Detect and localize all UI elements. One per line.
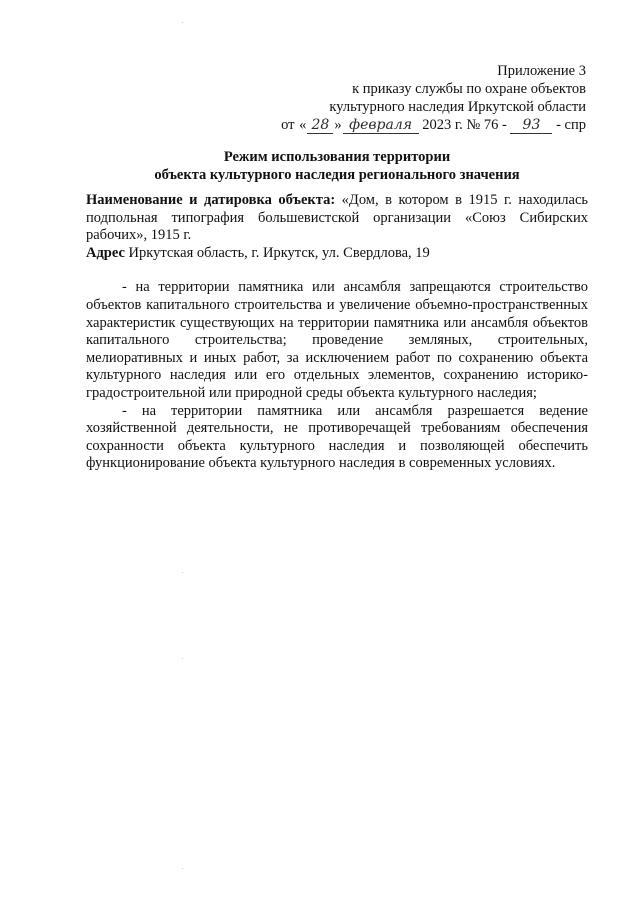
rule-permitted: - на территории памятника или ансамбля разрешается ведение хозяйственной деятельности, не противоречащей требованиям обеспечения сохранности объекта культурного наследия и позволяющей обеспечить функционирование объекта культурного наследия в современных условиях.	[86, 402, 588, 472]
date-from-label: от	[281, 117, 295, 133]
handwritten-day: 28	[307, 118, 333, 134]
handwritten-number: 93	[510, 118, 552, 134]
date-year-and-number: 2023 г. № 76 -	[422, 117, 507, 133]
appendix-date-line	[226, 116, 586, 134]
title-line-2: объекта культурного наследия регионального значения	[154, 167, 520, 183]
scan-speck	[182, 658, 183, 659]
document-title	[86, 148, 588, 184]
document-body	[86, 192, 588, 473]
scan-speck	[182, 572, 183, 573]
date-quote-close: »	[334, 117, 342, 133]
title-line-1: Режим использования территории	[223, 149, 451, 165]
scan-speck	[182, 22, 183, 23]
object-name-paragraph	[86, 192, 588, 245]
object-name-value: «Дом, в котором в 1915 г. находилась подпольная типография большевистской организации «Союз Сибирских рабочих», 1915 г.	[86, 192, 588, 244]
appendix-authority-line: культурного наследия Иркутской области	[329, 99, 586, 115]
object-address-value: Иркутская область, г. Иркутск, ул. Свердлова, 19	[128, 244, 430, 261]
order-suffix: - спр	[556, 117, 586, 133]
rule-prohibited: - на территории памятника или ансамбля запрещаются строительство объектов капитального строительства и увеличение объемно-пространственных характеристик существующих на территории памятника или ансамбля объектов капитального строительства; проведение земляных, строительных, мелиоративных и иных работ, за исключением работ по сохранению объекта культурного наследия или его отдельных элементов, сохранению историко-градостроительной или природной среды объекта культурного наследия;	[86, 279, 588, 401]
date-quote-open: «	[299, 117, 307, 133]
appendix-header	[226, 62, 586, 134]
paragraph-spacer	[86, 262, 588, 279]
object-address-paragraph	[86, 245, 588, 263]
object-address-label: Адрес	[86, 244, 125, 261]
scan-speck	[182, 868, 183, 869]
handwritten-month: февраля	[343, 118, 419, 134]
appendix-number: Приложение 3	[497, 63, 586, 79]
appendix-order-line: к приказу службы по охране объектов	[352, 81, 586, 97]
object-name-label: Наименование и датировка объекта:	[86, 192, 336, 208]
